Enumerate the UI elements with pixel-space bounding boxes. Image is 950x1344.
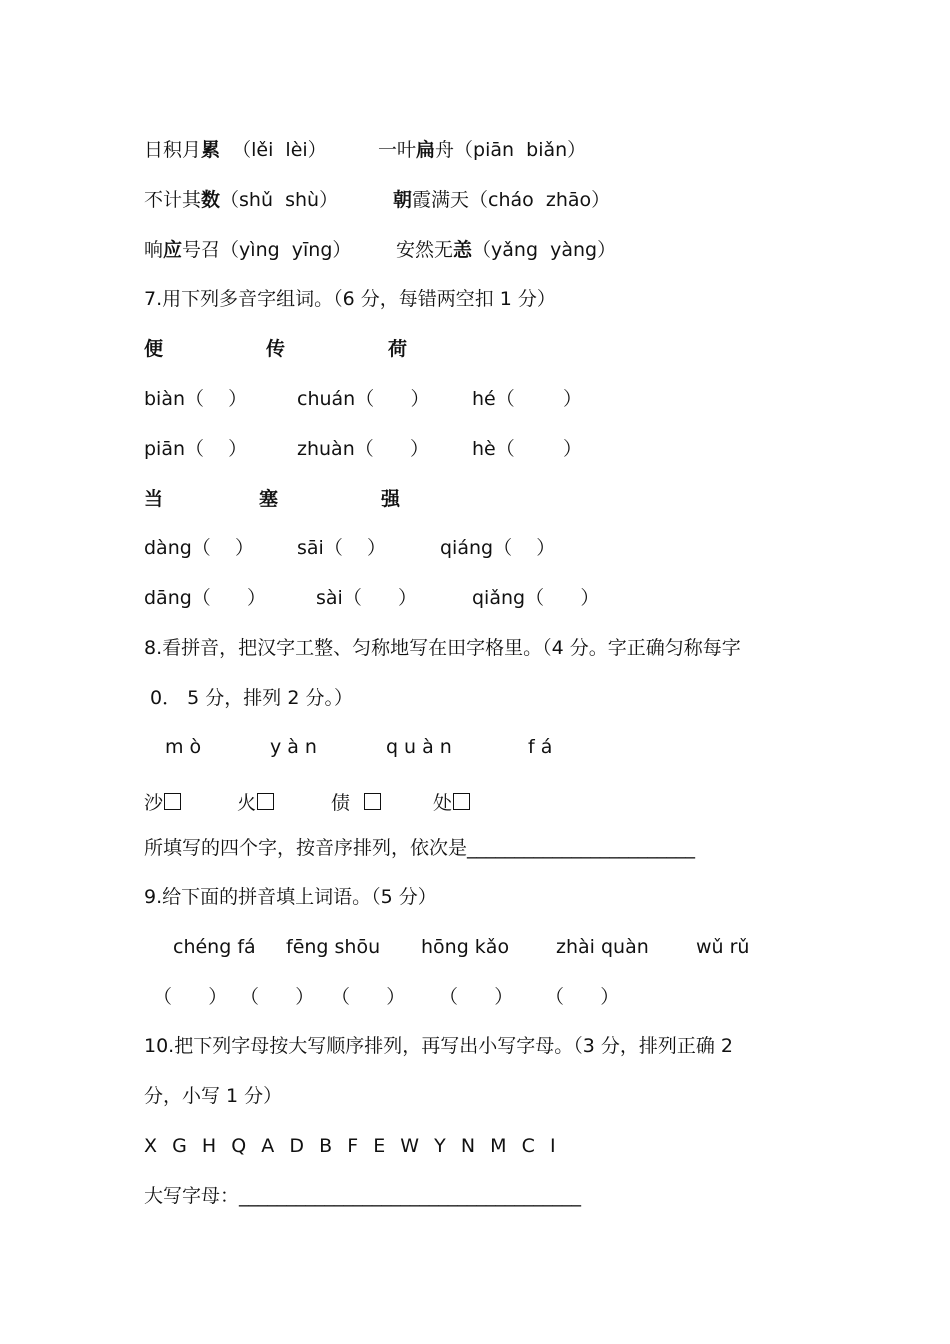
radical-char: 火	[237, 792, 257, 814]
idiom-text: 响	[144, 239, 164, 261]
idiom-item-6	[396, 237, 616, 263]
word-blank[interactable]: （ ）	[240, 986, 315, 1008]
idiom-text: 霞满天	[412, 189, 470, 211]
radical-char: 处	[433, 792, 453, 814]
question-10-title-cont: 分，小写 1 分）	[144, 1085, 283, 1107]
radical-char: 沙	[144, 792, 164, 814]
polyphone-char: 传	[266, 338, 286, 360]
word-blank[interactable]: sài（ ）	[316, 587, 418, 609]
idiom-key-char: 朝	[393, 189, 413, 211]
idiom-item-4	[393, 187, 610, 213]
idiom-pinyin-choice: （piān biǎn）	[454, 139, 587, 161]
pinyin-label: fá	[528, 736, 559, 758]
word-blank[interactable]: dāng（ ）	[144, 587, 267, 609]
writing-box[interactable]	[257, 793, 274, 810]
writing-box[interactable]	[364, 793, 381, 810]
char-box-item	[433, 790, 470, 816]
idiom-text: 日积月	[144, 139, 202, 161]
letter-sequence: X G H Q A D B F E W Y N M C I	[144, 1135, 557, 1157]
pinyin-label: quàn	[386, 736, 458, 758]
idiom-item-1	[144, 137, 327, 163]
idiom-key-char: 数	[201, 189, 221, 211]
idiom-key-char: 恙	[453, 239, 473, 261]
char-box-item	[144, 790, 181, 816]
idiom-pinyin-choice: （shǔ shù）	[220, 189, 339, 211]
pinyin-word: chéng fá	[173, 936, 256, 958]
pinyin-label: yàn	[270, 736, 323, 758]
word-blank[interactable]: zhuàn（ ）	[297, 438, 429, 460]
idiom-key-char: 累	[201, 139, 221, 161]
pinyin-label: mò	[165, 736, 208, 758]
idiom-pinyin-choice: （yìng yīng）	[220, 239, 352, 261]
word-blank[interactable]: （ ）	[439, 986, 514, 1008]
idiom-pinyin-choice: （cháo zhāo）	[469, 189, 611, 211]
idiom-pinyin-choice: （lěi lèi）	[220, 139, 327, 161]
idiom-text: 舟	[435, 139, 455, 161]
word-blank[interactable]: qiáng（ ）	[440, 537, 556, 559]
word-blank[interactable]: dàng（ ）	[144, 537, 254, 559]
char-box-item	[331, 790, 381, 816]
polyphone-char: 便	[144, 338, 164, 360]
word-blank[interactable]: （ ）	[545, 986, 620, 1008]
pinyin-word: hōng kǎo	[421, 936, 510, 958]
writing-box[interactable]	[453, 793, 470, 810]
answer-blank[interactable]: ____________________________________	[239, 1185, 582, 1207]
word-blank[interactable]: biàn（ ）	[144, 388, 248, 410]
word-blank[interactable]: （ ）	[153, 986, 228, 1008]
idiom-item-3	[144, 187, 338, 213]
idiom-item-5	[144, 237, 351, 263]
idiom-pinyin-choice: （yǎng yàng）	[472, 239, 617, 261]
word-blank[interactable]: （ ）	[331, 986, 406, 1008]
idiom-text: 号召	[182, 239, 221, 261]
pinyin-word: wǔ rǔ	[696, 936, 750, 958]
idiom-text: 一叶	[378, 139, 417, 161]
polyphone-char: 荷	[388, 338, 408, 360]
pinyin-word: fēng shōu	[286, 936, 381, 958]
pinyin-word: zhài quàn	[556, 936, 649, 958]
question-7-title: 7.用下列多音字组词。（6 分，每错两空扣 1 分）	[144, 288, 556, 310]
idiom-item-2	[378, 137, 586, 163]
polyphone-char: 强	[381, 488, 401, 510]
answer-line[interactable]: 所填写的四个字，按音序排列，依次是________________________	[144, 837, 696, 859]
word-blank[interactable]: qiǎng（ ）	[472, 587, 600, 609]
idiom-text: 不计其	[144, 189, 202, 211]
writing-box[interactable]	[164, 793, 181, 810]
question-9-title: 9.给下面的拼音填上词语。（5 分）	[144, 886, 437, 908]
word-blank[interactable]: hè（ ）	[472, 438, 583, 460]
uppercase-answer	[144, 1183, 581, 1209]
word-blank[interactable]: piān（ ）	[144, 438, 248, 460]
word-blank[interactable]: hé（ ）	[472, 388, 583, 410]
word-blank[interactable]: chuán（ ）	[297, 388, 430, 410]
polyphone-char: 当	[144, 488, 164, 510]
polyphone-char: 塞	[259, 488, 279, 510]
answer-label: 大写字母：	[144, 1185, 240, 1207]
question-10-title: 10.把下列字母按大写顺序排列，再写出小写字母。（3 分，排列正确 2	[144, 1035, 733, 1057]
question-8-title-cont: 0． 5 分，排列 2 分。）	[144, 687, 353, 709]
char-box-item	[237, 790, 274, 816]
idiom-key-char: 扁	[416, 139, 436, 161]
question-8-title: 8.看拼音，把汉字工整、匀称地写在田字格里。（4 分。字正确匀称每字	[144, 637, 741, 659]
idiom-key-char: 应	[163, 239, 183, 261]
word-blank[interactable]: sāi（ ）	[297, 537, 386, 559]
radical-char: 债	[331, 792, 351, 814]
idiom-text: 安然无	[396, 239, 454, 261]
